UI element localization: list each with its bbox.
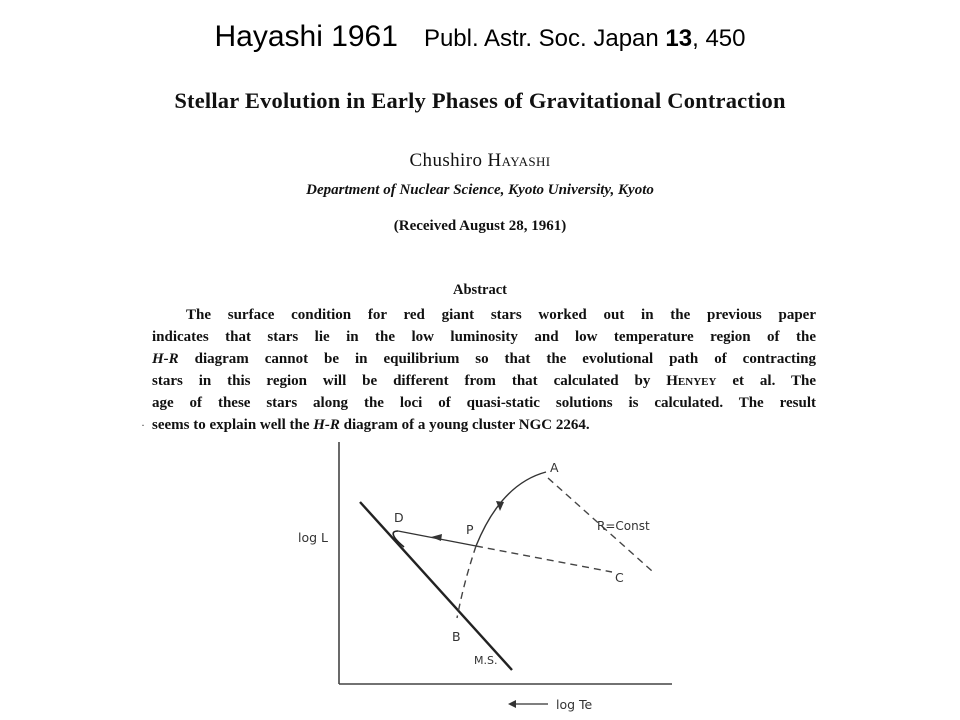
paper-title: Stellar Evolution in Early Phases of Gravitational Contraction bbox=[174, 88, 786, 113]
line-p-to-c bbox=[476, 546, 612, 572]
y-axis-label: log L bbox=[298, 530, 328, 545]
citation-journal: Publ. Astr. Soc. Japan bbox=[423, 25, 659, 52]
r-const-label: R=Const bbox=[597, 519, 650, 533]
received-date: (Received August 28, 1961) bbox=[393, 218, 567, 234]
point-label-a: A bbox=[550, 460, 559, 475]
abstract-line: age of these stars along the loci of quasi-static solutions is calculated. The result bbox=[152, 395, 816, 411]
abstract-line: indicates that stars lie in the low luminosity and low temperature region of the bbox=[152, 329, 816, 345]
citation-page: , 450 bbox=[692, 25, 746, 52]
arrow-p-to-d bbox=[431, 534, 442, 541]
henyey-name: Henyey bbox=[666, 373, 717, 389]
abstract-line: H-R diagram cannot be in equilibrium so that the evolutional path of contracting bbox=[152, 351, 816, 367]
x-axis-label: log Te bbox=[556, 697, 593, 712]
point-label-d: D bbox=[394, 510, 404, 525]
citation-volume: 13 bbox=[665, 25, 693, 52]
hr-term: H-R bbox=[152, 351, 179, 367]
track-a-to-p bbox=[476, 472, 546, 546]
ms-label: M.S. bbox=[474, 654, 498, 667]
abstract-line: seems to explain well the H-R diagram of a young cluster NGC 2264. bbox=[152, 417, 590, 433]
abstract-line: stars in this region will be different from that calculated by Henyey et al. The bbox=[152, 373, 816, 389]
hr-term: H-R bbox=[313, 417, 340, 433]
abstract-line: The surface condition for red giant stars worked out in the previous paper bbox=[186, 307, 816, 323]
scan-mark: · bbox=[141, 418, 145, 432]
point-label-c: C bbox=[615, 570, 624, 585]
point-label-p: P bbox=[466, 522, 474, 537]
abstract-heading: Abstract bbox=[453, 282, 507, 298]
author-first-name: Chushiro bbox=[409, 150, 483, 171]
point-label-b: B bbox=[452, 629, 461, 644]
author-last-name: Hayashi bbox=[487, 150, 551, 171]
henyey-path-p-to-b bbox=[457, 546, 476, 618]
slide-title-main: Hayashi 1961 bbox=[214, 20, 398, 53]
main-sequence-line bbox=[360, 502, 512, 670]
affiliation: Department of Nuclear Science, Kyoto University, Kyoto bbox=[306, 182, 654, 198]
